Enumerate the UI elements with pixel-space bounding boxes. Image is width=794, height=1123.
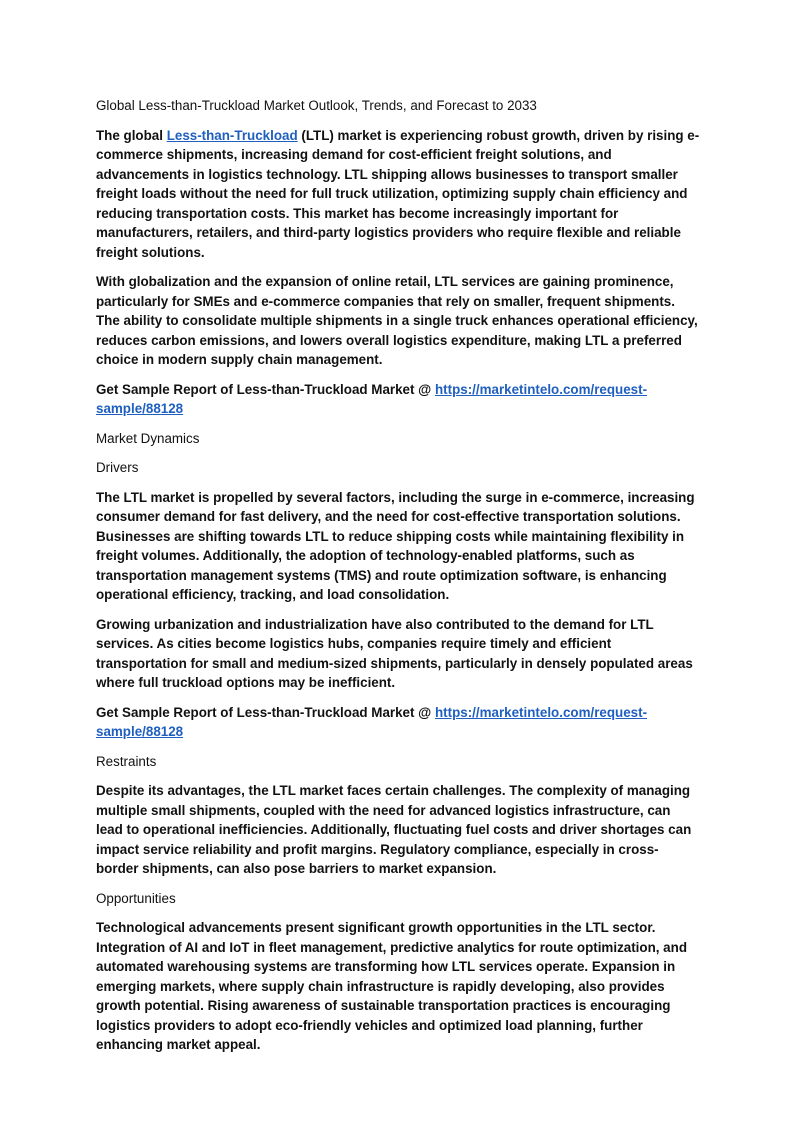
drivers-heading: Drivers — [96, 460, 139, 475]
drivers-paragraph-1: The LTL market is propelled by several factors, including the surge in e-commerce, increasing consumer demand for fast delivery, and the need for cost-effective transportation solutions. Businesses are shifting towards LTL to reduce shipping costs while maintaining flexibility in freight volumes. Additionally, the adoption of technology-enabled platforms, such as transportation management systems (TMS) and route optimization software, is enhancing operational efficiency, tracking, and load consolidation. — [96, 489, 695, 602]
intro-prefix: The global — [96, 127, 167, 143]
globalization-paragraph: With globalization and the expansion of online retail, LTL services are gaining prominence, particularly for SMEs and e-commerce companies that rely on smaller, frequent shipments. The ability to consolidate multiple shipments in a single truck enhances operational efficiency, reduces carbon emissions, and lowers overall logistics expenditure, making LTL a preferred choice in modern supply chain management. — [96, 274, 698, 367]
market-dynamics-heading: Market Dynamics — [96, 430, 200, 446]
sample-report-link[interactable]: https://marketintelo.com/request-sample/88128 — [96, 381, 648, 416]
sample-report-link[interactable]: https://marketintelo.com/request-sample/88128 — [96, 704, 648, 739]
document-page — [96, 96, 700, 1065]
document-title: Global Less-than-Truckload Market Outlook, Trends, and Forecast to 2033 — [96, 98, 537, 113]
sample-report-prefix: Get Sample Report of Less-than-Truckload Market @ — [96, 704, 435, 720]
sample-report-prefix: Get Sample Report of Less-than-Truckload Market @ — [96, 381, 435, 397]
drivers-paragraph-2: Growing urbanization and industrialization have also contributed to the demand for LTL services. As cities become logistics hubs, companies require timely and efficient transportation for small and medium-sized shipments, particularly in densely populated areas where full truckload options may be inefficient. — [96, 616, 693, 690]
intro-paragraph — [96, 126, 700, 263]
intro-suffix: (LTL) market is experiencing robust growth, driven by rising e-commerce shipments, increasing demand for cost-efficient freight solutions, and advancements in logistics technology. LTL shipping allows businesses to transport smaller freight loads without the need for full truck utilization, optimizing supply chain efficiency and reducing transportation costs. This market has become increasingly important for manufacturers, retailers, and third-party logistics providers who require flexible and reliable freight solutions. — [96, 127, 700, 260]
restraints-heading: Restraints — [96, 753, 157, 769]
opportunities-heading: Opportunities — [96, 890, 176, 906]
opportunities-paragraph: Technological advancements present significant growth opportunities in the LTL sector. Integration of AI and IoT in fleet management, predictive analytics for route optimization, and automated warehousing systems are transforming how LTL services operate. Expansion in emerging markets, where supply chain infrastructure is rapidly developing, also provides growth potential. Rising awareness of sustainable transportation practices is encouraging logistics providers to adopt eco-friendly vehicles and optimized load planning, further enhancing market appeal. — [96, 920, 687, 1052]
less-than-truckload-link[interactable]: Less-than-Truckload — [166, 127, 298, 143]
sample-report-line-1 — [96, 380, 700, 419]
restraints-paragraph: Despite its advantages, the LTL market faces certain challenges. The complexity of managing multiple small shipments, coupled with the need for advanced logistics infrastructure, can lead to operational inefficiencies. Additionally, fluctuating fuel costs and driver shortages can impact service reliability and profit margins. Regulatory compliance, especially in cross-border shipments, can also pose barriers to market expansion. — [96, 783, 692, 876]
sample-report-line-2 — [96, 703, 700, 742]
